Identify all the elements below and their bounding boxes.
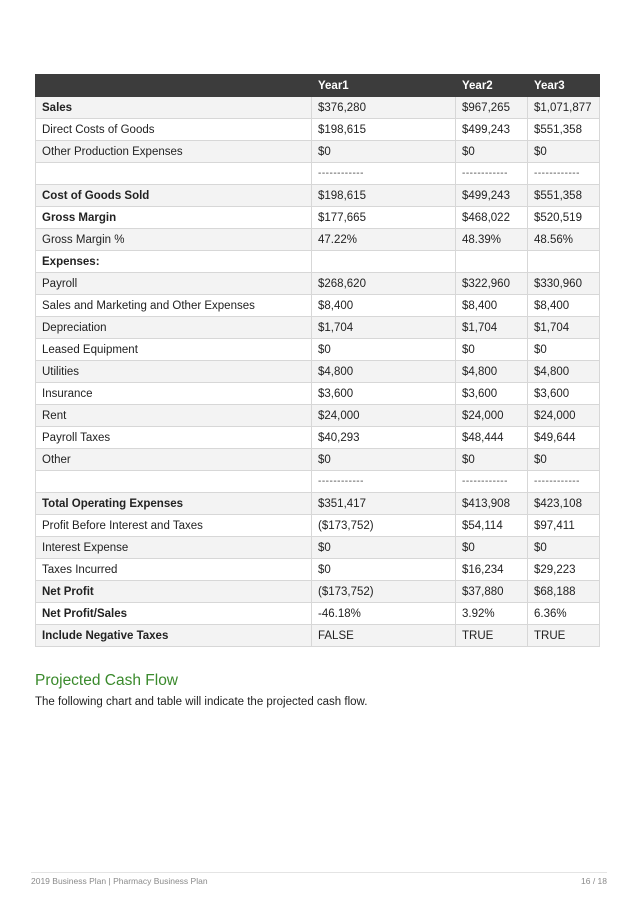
- table-row: [36, 427, 600, 449]
- row-value-year3: 6.36%: [528, 603, 600, 625]
- row-label: Expenses:: [36, 251, 312, 273]
- row-label: Other: [36, 449, 312, 471]
- row-value-year3: ------------: [528, 471, 600, 493]
- row-value-year2: $0: [456, 339, 528, 361]
- row-value-year2: ------------: [456, 163, 528, 185]
- header-cell-year2: Year2: [456, 75, 528, 97]
- row-label: Net Profit: [36, 581, 312, 603]
- row-value-year3: $68,188: [528, 581, 600, 603]
- table-row: [36, 537, 600, 559]
- row-value-year1: $0: [312, 559, 456, 581]
- row-value-year2: ------------: [456, 471, 528, 493]
- row-value-year2: 3.92%: [456, 603, 528, 625]
- row-label: Depreciation: [36, 317, 312, 339]
- row-value-year3: $8,400: [528, 295, 600, 317]
- row-label: Payroll: [36, 273, 312, 295]
- row-value-year3: $0: [528, 537, 600, 559]
- row-label: Payroll Taxes: [36, 427, 312, 449]
- row-value-year3: $423,108: [528, 493, 600, 515]
- profit-loss-table: [35, 74, 600, 647]
- section-description: The following chart and table will indicate the projected cash flow.: [35, 696, 368, 708]
- table-row: [36, 317, 600, 339]
- row-value-year2: 48.39%: [456, 229, 528, 251]
- row-label: Total Operating Expenses: [36, 493, 312, 515]
- row-value-year3: $0: [528, 141, 600, 163]
- row-value-year2: $0: [456, 449, 528, 471]
- row-value-year3: $4,800: [528, 361, 600, 383]
- row-label: Sales and Marketing and Other Expenses: [36, 295, 312, 317]
- table-row: [36, 361, 600, 383]
- row-value-year2: $16,234: [456, 559, 528, 581]
- row-value-year3: $29,223: [528, 559, 600, 581]
- row-value-year1: ($173,752): [312, 581, 456, 603]
- table-row: [36, 493, 600, 515]
- table-row: [36, 251, 600, 273]
- row-label: Utilities: [36, 361, 312, 383]
- row-value-year1: $351,417: [312, 493, 456, 515]
- row-value-year1: $0: [312, 537, 456, 559]
- row-value-year2: TRUE: [456, 625, 528, 647]
- row-value-year1: $3,600: [312, 383, 456, 405]
- row-value-year2: $499,243: [456, 119, 528, 141]
- row-value-year1: $1,704: [312, 317, 456, 339]
- row-value-year2: $413,908: [456, 493, 528, 515]
- table-row: [36, 339, 600, 361]
- row-value-year2: $54,114: [456, 515, 528, 537]
- row-value-year1: $4,800: [312, 361, 456, 383]
- table-row: [36, 383, 600, 405]
- row-value-year2: $468,022: [456, 207, 528, 229]
- row-value-year1: $0: [312, 141, 456, 163]
- row-value-year3: $0: [528, 449, 600, 471]
- row-value-year1: $24,000: [312, 405, 456, 427]
- row-label: [36, 471, 312, 493]
- row-label: Profit Before Interest and Taxes: [36, 515, 312, 537]
- row-value-year3: $0: [528, 339, 600, 361]
- table-row: [36, 119, 600, 141]
- table-row: [36, 273, 600, 295]
- row-label: Cost of Goods Sold: [36, 185, 312, 207]
- header-row: [36, 75, 600, 97]
- footer-document-title: 2019 Business Plan | Pharmacy Business Plan: [31, 876, 208, 886]
- table-row: [36, 449, 600, 471]
- table-header: [36, 75, 600, 97]
- row-value-year1: $177,665: [312, 207, 456, 229]
- table-row: [36, 163, 600, 185]
- row-value-year3: $97,411: [528, 515, 600, 537]
- row-value-year1: ($173,752): [312, 515, 456, 537]
- section-title: Projected Cash Flow: [35, 672, 179, 689]
- row-value-year1: $8,400: [312, 295, 456, 317]
- header-cell-year1: Year1: [312, 75, 456, 97]
- row-value-year3: $1,071,877: [528, 97, 600, 119]
- row-value-year1: ------------: [312, 163, 456, 185]
- row-value-year2: [456, 251, 528, 273]
- table-row: [36, 405, 600, 427]
- row-value-year3: $520,519: [528, 207, 600, 229]
- row-value-year1: [312, 251, 456, 273]
- header-cell-year3: Year3: [528, 75, 600, 97]
- row-value-year3: [528, 251, 600, 273]
- table-row: [36, 207, 600, 229]
- row-label: Other Production Expenses: [36, 141, 312, 163]
- table-row: [36, 625, 600, 647]
- row-value-year1: $198,615: [312, 119, 456, 141]
- row-value-year1: -46.18%: [312, 603, 456, 625]
- row-value-year2: $37,880: [456, 581, 528, 603]
- row-value-year2: $4,800: [456, 361, 528, 383]
- row-value-year2: $48,444: [456, 427, 528, 449]
- row-value-year1: $198,615: [312, 185, 456, 207]
- table-row: [36, 295, 600, 317]
- row-value-year3: $551,358: [528, 185, 600, 207]
- table-row: [36, 603, 600, 625]
- table-row: [36, 97, 600, 119]
- row-value-year3: $551,358: [528, 119, 600, 141]
- row-value-year1: ------------: [312, 471, 456, 493]
- table-row: [36, 141, 600, 163]
- row-value-year3: ------------: [528, 163, 600, 185]
- row-value-year3: $49,644: [528, 427, 600, 449]
- row-value-year2: $967,265: [456, 97, 528, 119]
- row-value-year3: $330,960: [528, 273, 600, 295]
- row-label: Gross Margin %: [36, 229, 312, 251]
- row-value-year2: $3,600: [456, 383, 528, 405]
- table-row: [36, 515, 600, 537]
- table-row: [36, 185, 600, 207]
- row-value-year1: FALSE: [312, 625, 456, 647]
- row-label: Direct Costs of Goods: [36, 119, 312, 141]
- row-value-year2: $8,400: [456, 295, 528, 317]
- row-value-year2: $24,000: [456, 405, 528, 427]
- row-value-year1: $0: [312, 449, 456, 471]
- row-value-year2: $0: [456, 537, 528, 559]
- table-row: [36, 581, 600, 603]
- header-cell-label: [36, 75, 312, 97]
- row-value-year1: $40,293: [312, 427, 456, 449]
- row-value-year3: $24,000: [528, 405, 600, 427]
- row-value-year3: TRUE: [528, 625, 600, 647]
- row-label: Rent: [36, 405, 312, 427]
- table-body: [36, 97, 600, 647]
- row-value-year3: $1,704: [528, 317, 600, 339]
- row-value-year1: $376,280: [312, 97, 456, 119]
- table-row: [36, 471, 600, 493]
- row-label: Sales: [36, 97, 312, 119]
- row-label: Taxes Incurred: [36, 559, 312, 581]
- row-label: Gross Margin: [36, 207, 312, 229]
- table-row: [36, 559, 600, 581]
- footer-divider: [31, 872, 607, 873]
- row-label: Leased Equipment: [36, 339, 312, 361]
- footer-page-number: 16 / 18: [581, 876, 607, 886]
- row-value-year3: $3,600: [528, 383, 600, 405]
- row-value-year2: $322,960: [456, 273, 528, 295]
- table-row: [36, 229, 600, 251]
- row-value-year2: $499,243: [456, 185, 528, 207]
- row-label: Interest Expense: [36, 537, 312, 559]
- row-value-year1: $268,620: [312, 273, 456, 295]
- row-label: [36, 163, 312, 185]
- row-label: Net Profit/Sales: [36, 603, 312, 625]
- row-value-year2: $0: [456, 141, 528, 163]
- row-label: Include Negative Taxes: [36, 625, 312, 647]
- row-label: Insurance: [36, 383, 312, 405]
- row-value-year1: $0: [312, 339, 456, 361]
- row-value-year2: $1,704: [456, 317, 528, 339]
- row-value-year1: 47.22%: [312, 229, 456, 251]
- row-value-year3: 48.56%: [528, 229, 600, 251]
